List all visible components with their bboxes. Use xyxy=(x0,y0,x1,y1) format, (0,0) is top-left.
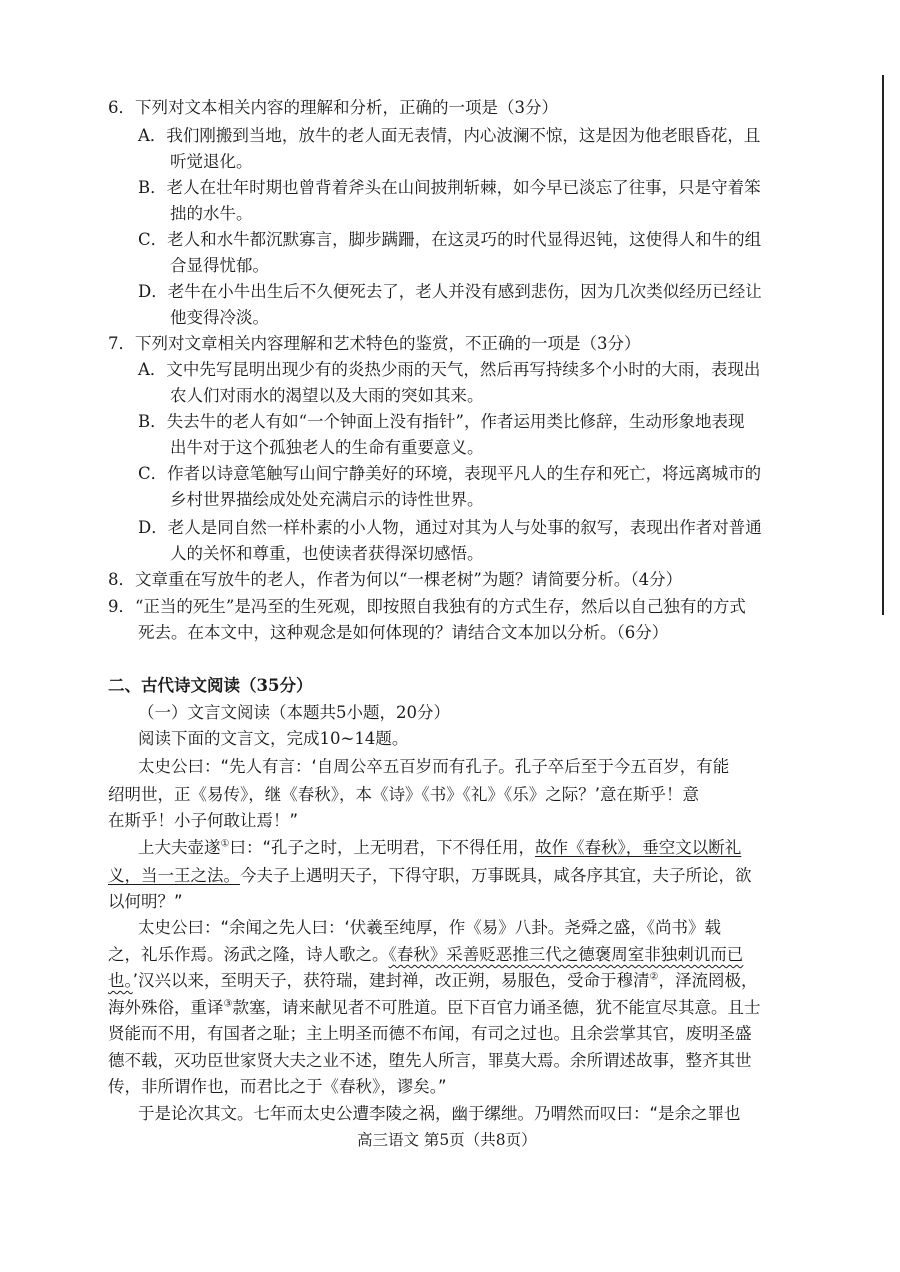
q7-option-c-line2: 乡村世界描绘成处处充满启示的诗性世界。 xyxy=(170,490,484,509)
passage-p3-line7: 传，非所谓作也，而君比之于《春秋》，谬矣。” xyxy=(108,1077,447,1096)
passage-text: ，泽流罔极， xyxy=(658,971,758,990)
passage-text: 之，礼乐作焉。汤武之隆，诗人歌之。 xyxy=(108,945,389,964)
passage-p2-line1 xyxy=(138,838,741,858)
passage-text: 上大夫壶遂 xyxy=(138,838,221,857)
subsection-title: （一）文言文阅读（本题共5小题，20分） xyxy=(138,703,450,722)
passage-p1-line1: 太史公曰：“先人有言：‘自周公卒五百岁而有孔子。孔子卒后至于今五百岁，有能 xyxy=(138,757,730,776)
wavy-underlined-punctuation-sentence: 也。 xyxy=(108,971,133,990)
passage-p3-line6: 德不载，灭功臣世家贤大夫之业不述，堕先人所言，罪莫大焉。余所谓述故事，整齐其世 xyxy=(108,1051,752,1070)
q7-option-c-line1: C．作者以诗意笔触写山间宁静美好的环境，表现平凡人的生存和死亡，将远离城市的 xyxy=(138,464,762,483)
footnote-marker: ② xyxy=(649,971,659,983)
passage-p3-line2 xyxy=(108,945,743,965)
passage-p2-line3: 以何明？” xyxy=(108,892,183,911)
q7-option-b-line1: B．失去牛的老人有如“一个钟面上没有指针”，作者运用类比修辞，生动形象地表现 xyxy=(138,412,745,431)
passage-p1-line3: 在斯乎！小子何敢让焉！” xyxy=(108,811,299,830)
section-title: 二、古代诗文阅读（35分） xyxy=(108,676,313,695)
footnote-marker: ① xyxy=(220,838,230,850)
q7-stem: 7．下列对文章相关内容理解和艺术特色的鉴赏，不正确的一项是（3分） xyxy=(108,334,641,353)
underlined-translation-sentence: 义，当一王之法。 xyxy=(108,866,240,885)
q7-option-d-line2: 人的关怀和尊重，也使读者获得深切感悟。 xyxy=(170,544,484,563)
q6-option-b-line2: 拙的水牛。 xyxy=(170,204,253,223)
q6-stem: 6．下列对文本相关内容的理解和分析，正确的一项是（3分） xyxy=(108,98,558,117)
passage-p3-line1: 太史公曰：“余闻之先人曰：‘伏羲至纯厚，作《易》八卦。尧舜之盛，《尚书》载 xyxy=(138,918,722,937)
q6-option-d-line1: D．老牛在小牛出生后不久便死去了，老人并没有感到悲伤，因为几次类似经历已经让 xyxy=(138,282,762,301)
passage-text: 曰：“孔子之时，上无明君，下不得任用， xyxy=(229,838,536,857)
reading-instruction: 阅读下面的文言文，完成10~14题。 xyxy=(138,729,409,748)
underlined-translation-sentence: 故作《春秋》，垂空文以断礼 xyxy=(535,838,742,857)
q9-stem-line2: 死去。在本文中，这种观念是如何体现的？请结合文本加以分析。（6分） xyxy=(138,623,669,642)
page-footer: 高三语文 第5页（共8页） xyxy=(357,1131,537,1149)
page-edge-line xyxy=(882,75,884,615)
q6-option-b-line1: B．老人在壮年时期也曾背着斧头在山间披荆斩棘，如今早已淡忘了往事，只是守着笨 xyxy=(138,178,761,197)
passage-text: 款塞，请来献见者不可胜道。臣下百官力诵圣德，犹不能宣尽其意。且士 xyxy=(232,998,761,1017)
q7-option-a-line1: A．文中先写昆明出现少有的炎热少雨的天气，然后再写持续多个小时的大雨，表现出 xyxy=(138,360,761,379)
q7-option-b-line2: 出牛对于这个孤独老人的生命有重要意义。 xyxy=(170,438,484,457)
passage-p2-line2 xyxy=(108,866,752,886)
passage-p1-line2: 绍明世，正《易传》，继《春秋》，本《诗》《书》《礼》《乐》之际？’意在斯乎！意 xyxy=(108,785,699,804)
q8-stem: 8．文章重在写放牛的老人，作者为何以“一棵老树”为题？请简要分析。（4分） xyxy=(108,570,683,589)
passage-text: 海外殊俗，重译 xyxy=(108,998,224,1017)
q6-option-a-line1: A．我们刚搬到当地，放牛的老人面无表情，内心波澜不惊，这是因为他老眼昏花，且 xyxy=(138,126,761,145)
passage-text: ’汉兴以来，至明天子，获符瑞，建封禅，改正朔，易服色，受命于穆清 xyxy=(132,971,650,990)
passage-text: 今夫子上遇明天子，下得守职，万事既具，咸各序其宜，夫子所论，欲 xyxy=(240,866,752,885)
q6-option-c-line1: C．老人和水牛都沉默寡言，脚步蹒跚，在这灵巧的时代显得迟钝，这使得人和牛的组 xyxy=(138,230,762,249)
wavy-underlined-punctuation-sentence: 《春秋》采善贬恶推三代之德褒周室非独刺讥而已 xyxy=(388,945,744,964)
passage-p3-line3 xyxy=(108,971,757,991)
q6-option-a-line2: 听觉退化。 xyxy=(170,152,253,171)
q7-option-a-line2: 农人们对雨水的渴望以及大雨的突如其来。 xyxy=(170,386,484,405)
q7-option-d-line1: D．老人是同自然一样朴素的小人物，通过对其为人与处事的叙写，表现出作者对普通 xyxy=(138,518,762,537)
passage-p3-line4 xyxy=(108,998,760,1018)
q9-stem-line1: 9．“正当的死生”是冯至的生死观，即按照自我独有的方式生存，然后以自己独有的方式 xyxy=(108,597,746,616)
passage-p4-line1: 于是论次其文。七年而太史公遭李陵之祸，幽于缧绁。乃喟然而叹曰：“是余之罪也 xyxy=(138,1104,741,1123)
q6-option-c-line2: 合显得忧郁。 xyxy=(170,256,269,275)
footnote-marker: ③ xyxy=(223,998,233,1010)
passage-p3-line5: 贤能而不用，有国者之耻；主上明圣而德不布闻，有司之过也。且余尝掌其官，废明圣盛 xyxy=(108,1024,752,1043)
q6-option-d-line2: 他变得冷淡。 xyxy=(170,308,269,327)
